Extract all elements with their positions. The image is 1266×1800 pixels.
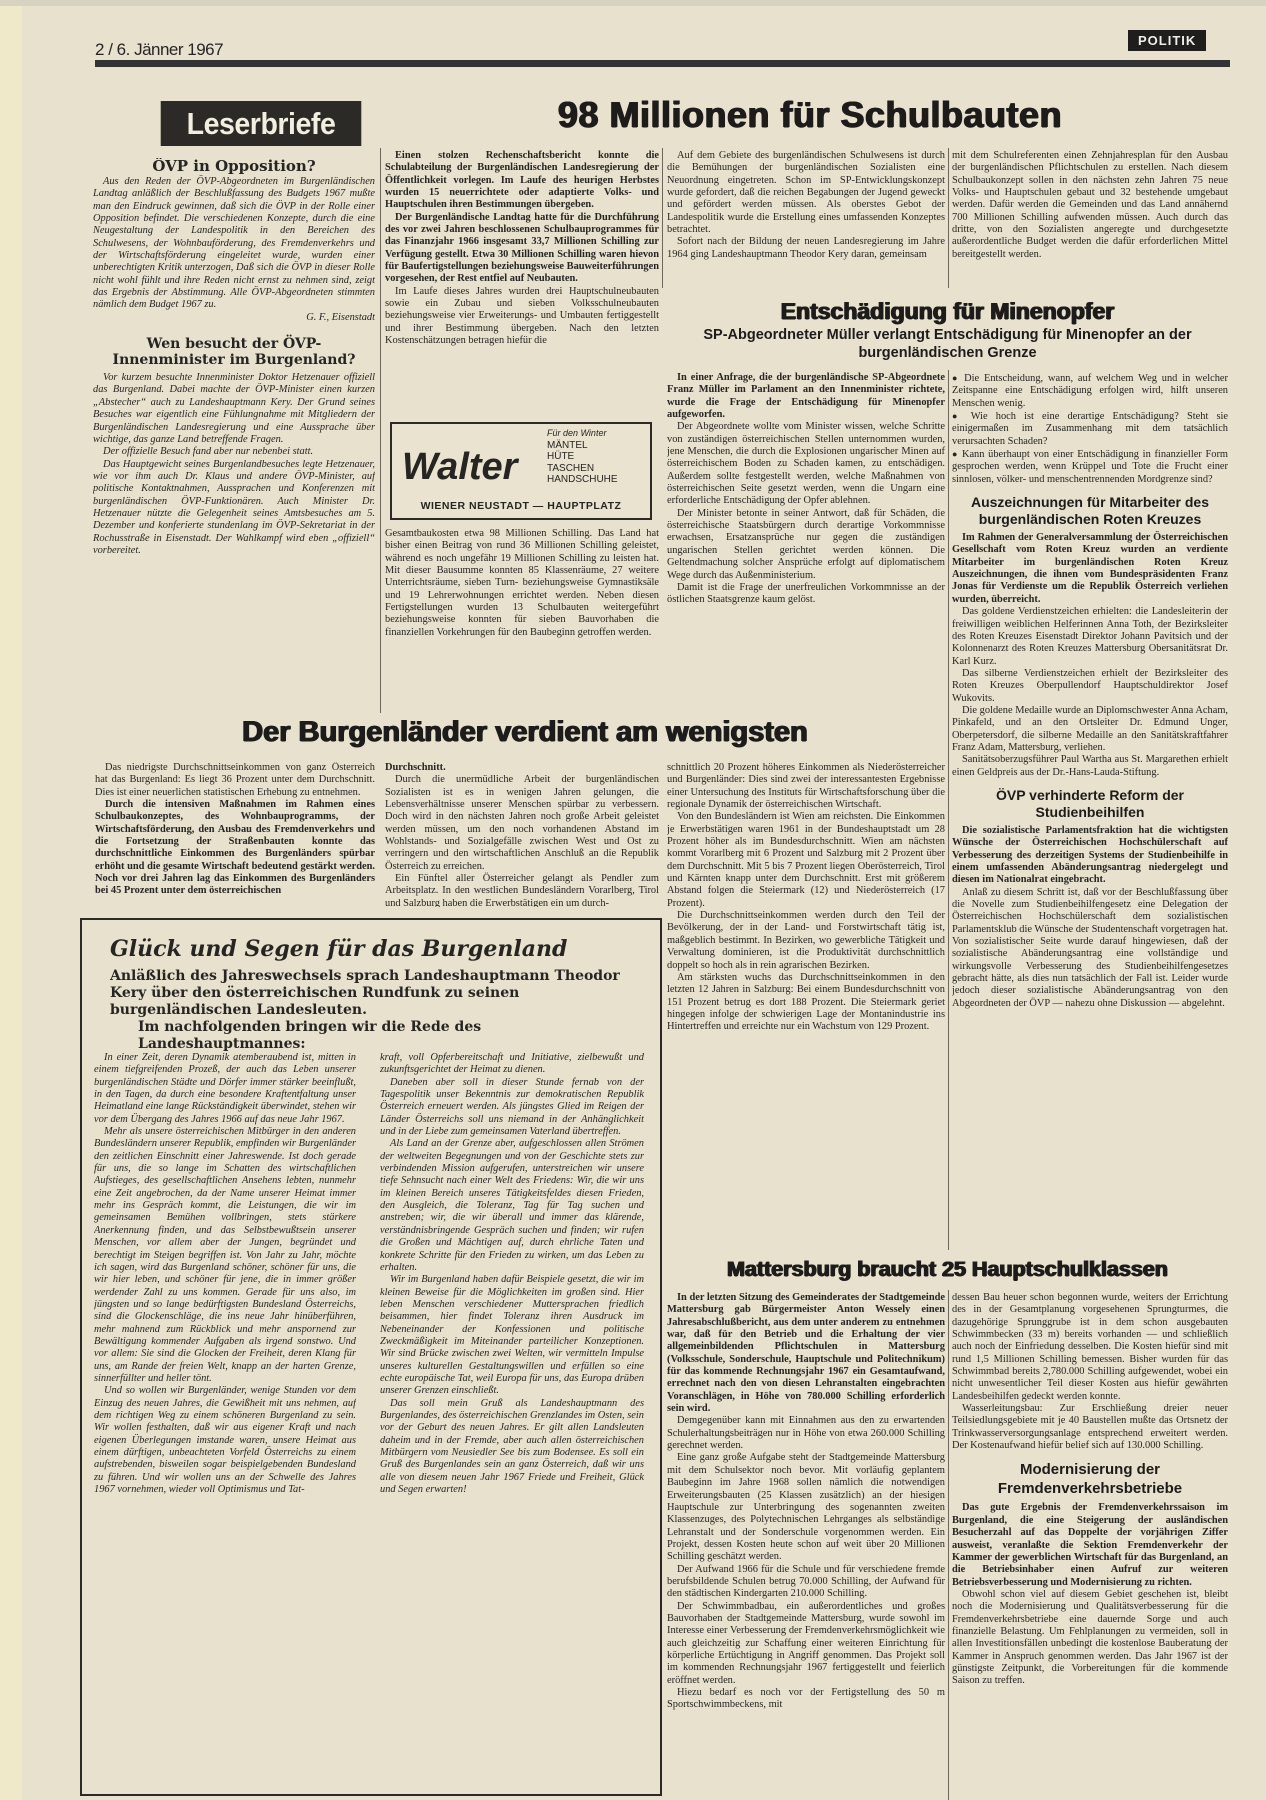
headline-minenopfer: Entschädigung für Minenopfer bbox=[780, 298, 1115, 324]
bullet-point: ● Die Entscheidung, wann, auf welchem Weg und in welcher Zeitspanne eine Entschädigung erfolgen wird, hilft unseren Menschen wenig. bbox=[952, 372, 1228, 410]
headline-rede: Glück und Segen für das Burgenland bbox=[110, 936, 568, 962]
speech-paragraph: Als Land an der Grenze aber, aufgeschlossen allen Strömen der weltweiten Begegnungen und von der Geschichte stets zur verbindenden Mission aufgerufen, unterstreichen wir unsere tiefe Sehnsucht nach einer Welt des Friedens: Wir, die wir uns im kleinen Bereich unseres Tätigkeitsfeldes diesen Frieden, den Ausgleich, die Toleranz, Tag für Tag suchen und anstreben; wir, die wir überall und immer das klärende, verständnisbringende Gespräch suchen und finden; wir rufen die Großen und Mächtigen auf, durch ehrliche Taten und konkrete Schritte für den Frieden zu wirken, um das Leben zu erhalten. bbox=[380, 1138, 644, 1273]
article-paragraph: Auf dem Gebiete des burgenländischen Schulwesens ist durch die Bemühungen der burgenländischen Sozialisten eine Neuordnung eingetreten. Schon im SP-Entwicklungskonzept wurde gefordert, daß die reichen Begabungen der Jugend geweckt und gefördert werden müssen. Als oberstes Gebot der Landespolitik wurde die Erstellung eines umfassenden Konzeptes betrachtet. bbox=[667, 150, 945, 236]
schulbauten-column-1 bbox=[385, 150, 659, 418]
separator: / bbox=[108, 40, 113, 59]
ad-items bbox=[547, 428, 618, 486]
headline-studienbeihilfen: ÖVP verhinderte Reform der Studienbeihilfen bbox=[995, 786, 1185, 820]
minenopfer-header bbox=[667, 296, 1228, 362]
schulbauten-column-3 bbox=[952, 150, 1228, 292]
article-paragraph: Der Schwimmbadbau, ein außerordentliches und großes Bauvorhaben der Stadtgemeinde Mattersburg, wurde sowohl im Interesse einer Verbesserung der Fremdenverkehrsmöglichkeit wie auch gleichzeitig zur Schaffung einer weiteren Einrichtung für körperliche Ertüchtigung in Angriff genommen. Das Projekt soll im kommenden Rechnungsjahr 1967 fertiggestellt und feierlich eröffnet werden. bbox=[667, 1600, 945, 1686]
right-column-flow bbox=[952, 372, 1228, 1250]
rede-column-1 bbox=[94, 1052, 356, 1788]
ad-address: WIENER NEUSTADT — HAUPTPLATZ bbox=[420, 500, 622, 512]
page-header-date bbox=[95, 40, 223, 60]
column-rule bbox=[380, 148, 381, 713]
issue-date: 6. Jänner 1967 bbox=[116, 40, 224, 59]
article-paragraph: Im Laufe dieses Jahres wurden drei Hauptschulneubauten sowie ein Zubau und sieben Volksschulneubauten beziehungsweise vier Erweiterungs- und Umbauten fertiggestellt und ihrer Bestimmung übergeben. Nach den letzten Kostenschätzungen betragen hiefür die bbox=[385, 285, 659, 347]
letter-title: ÖVP in Opposition? bbox=[152, 158, 316, 175]
article-paragraph: Das gute Ergebnis der Fremdenverkehrssaison im Burgenland, die eine Steigerung der ausländischen Besucherzahl auf das Doppelte der vorjährigen Ziffer ausweist, veranlaßte die Sektion Fremdenverkehr der Kammer der gewerblichen Wirtschaft für das Burgenland, an die Betriebsinhaber einen Aufruf zur weiteren Betriebsverbesserung und Modernisierung zu richten. bbox=[952, 1502, 1228, 1588]
article-paragraph: Eine ganz große Aufgabe steht der Stadtgemeinde Mattersburg mit dem Schulsektor noch bevor. Mit vorläufig geplantem Baubeginn im Jahre 1968 sollen nämlich die notwendigen Erweiterungsbauten (25 Klassen zusätzlich) an der hiesigen Hauptschule zur Unterbringung des sogenannten zweiten Klassenzuges, des Polytechnischen Lehrganges als selbständige Lehranstalt und der Sonderschule vorgenommen werden. Ein Projekt, dessen Kosten heute schon auf weit über 20 Millionen Schilling geschätzt werden. bbox=[667, 1452, 945, 1563]
ad-item: TASCHEN bbox=[547, 462, 595, 474]
article-paragraph: Durch die unermüdliche Arbeit der burgenländischen Sozialisten ist es in wenigen Jahren gelungen, die Lebensverhältnisse unserer Menschen spürbar zu verbessern. Doch wird in den nächsten Jahren noch große Arbeit geleistet werden müssen, um den noch vorhandenen Abstand im Wohlstands- und Sozialgefälle zwischen West und Ost zu verringern und den wirtschaftlichen Anschluß an die Republik Österreich zu erreichen. bbox=[385, 774, 659, 872]
article-paragraph: Gesamtbaukosten etwa 98 Millionen Schilling. Das Land hat bisher einen Beitrag von rund 36 Millionen Schilling geleistet, während es noch ungefähr 19 Millionen Schilling zu leisten hat. Mit dieser Bausumme konnten 85 Klassenräume, 27 weitere Unterrichtsräume, sieben Turn- beziehungsweise Gymnastiksäle und 19 Lehrerwohnungen errichtet werden. Neben diesen Fertigstellungen wurden 13 Schulbauten weitergeführt beziehungsweise konnten für sieben Bauvorhaben die finanziellen Vorkehrungen für den Baubeginn getroffen werden. bbox=[385, 528, 659, 638]
article-paragraph: Der Burgenländische Landtag hatte für die Durchführung des vor zwei Jahren beschlossenen Schulbauprogrammes für das Finanzjahr 1966 insgesamt 33,7 Millionen Schilling zur Verfügung gestellt. Etwa 30 Millionen Schilling waren hievon für Baufertigstellungen beziehungsweise Bauweiterführungen vorgesehen, der Rest entfiel auf Neubauten. bbox=[385, 211, 659, 285]
speech-paragraph: In einer Zeit, deren Dynamik atemberaubend ist, mitten in einem tiefgreifenden Prozeß, der auch das Leben unserer burgenländischen Städte und Dörfer immer stärker beeinflußt, in den Tagen, da durch eine besondere Kraftentfaltung unser Heimatland eine lange Rückständigkeit überwindet, stehen wir vor dem Übergang des Jahres 1966 auf das neue Jahr 1967. bbox=[94, 1052, 356, 1125]
article-paragraph: Der Abgeordnete wollte vom Minister wissen, welche Schritte von zuständigen österreichischen Stellen unternommen wurden, jene Menschen, die durch die Explosionen ungarischer Minen auf österreichischem Boden zu Schaden kamen, zu entschädigen. Außerdem sollte festgestellt werden, welche Maßnahmen von österreichischen Seite gesetzt werden, wenn die Ungarn eine erforderliche Entschädigung der Opfer ablehnen. bbox=[667, 421, 945, 507]
schulbauten-column-2 bbox=[667, 150, 945, 292]
article-paragraph: In der letzten Sitzung des Gemeinderates der Stadtgemeinde Mattersburg gab Bürgermeister Anton Wessely einen Jahresabschlußbericht, aus dem unter anderem zu entnehmen war, daß für den Betrieb und die Erhaltung der vier allgemeinbildenden Pflichtschulen in Mattersburg (Volksschule, Sonderschule, Hauptschule und Politechnikum) für das kommende Rechnungsjahr 1967 ein Gesamtaufwand, errechnet nach den von diesen Lehranstalten eingebrachten Voranschlägen, in Höhe von 780.000 Schilling erforderlich sein wird. bbox=[667, 1292, 945, 1415]
bullet-point: ● Kann überhaupt von einer Entschädigung in finanzieller Form gesprochen werden, wenn Krüppel und Tote die Frucht einer sinnlosen, völker- und menschentrennenden Mordgrenze sind? bbox=[952, 448, 1228, 486]
article-paragraph: Durchschnitt. bbox=[385, 762, 446, 773]
headline-schulbauten: 98 Millionen für Schulbauten bbox=[557, 94, 1063, 135]
letter-text: Aus den Reden der ÖVP-Abgeordneten im Burgenländischen Landtag anläßlich der Beschlußfassung des Budgets 1967 mußte man den Eindruck gewinnen, daß sich die ÖVP in der Rolle einer Opposition befindet. Die verschiedenen Konzepte, durch die eine Neugestaltung der Landespolitik in den Bereichen des Schulwesens, der Wohnbauförderung, des Fremdenverkehrs und der Wirtschaftsförderung eingeleitet wurde, wurden einer unberechtigten Kritik unterzogen, Daß sich die ÖVP in dieser Rolle nicht wohl fühlt und ihre Reden nicht ernst zu nehmen sind, zeigt das Ergebnis der Abstimmung. Alle ÖVP-Abgeordneten stimmten nämlich dem Budget 1967 zu. bbox=[93, 176, 375, 311]
einkommen-column-1 bbox=[95, 762, 375, 907]
letter-paragraph: Der offizielle Besuch fand aber nur nebenbei statt. bbox=[103, 446, 314, 458]
rede-intro-2: Im nachfolgenden bringen wir die Rede des Landeshauptmannes: bbox=[138, 1019, 482, 1052]
article-paragraph: Einen stolzen Rechenschaftsbericht konnte die Schulabteilung der Burgenländischen Landesregierung der Öffentlichkeit vorlegen. Im Laufe des heurigen Herbstes wurden 15 neuerrichtete oder adaptierte Volks- und Hauptschulen ihren Bestimmungen übergeben. bbox=[385, 150, 659, 211]
speech-paragraph: Daneben aber soll in dieser Stunde fernab von der Tagespolitik unser Bekenntnis zur demokratischen Republik Österreich erneuert werden. Als jüngstes Glied im Reigen der Länder Österreichs soll uns niemand in der Anhänglichkeit und in der Liebe zum gemeinsamen Vaterland übertreffen. bbox=[380, 1076, 644, 1138]
article-paragraph: Anlaß zu diesem Schritt ist, daß vor der Beschlußfassung über die Novelle zum Studienbeihilfengesetz eine Delegation der Österreichischen Hochschülerschaft dem sozialistischen Parlamentsklub die Wünsche der Studentenschaft vorgetragen hat. Von sozialistischer Seite wurde darauf hingewiesen, daß der sozialistische Abänderungsantrag eine vollständige und wirkungsvolle Verbesserung des Studienbeihilfengesetzes gebracht hätte, als dies nun tatsächlich der Fall ist. Leider wurde jedoch dieser sozialistische Abänderungsantrag von den Abgeordneten der ÖVP — nahezu ohne Diskussion — abgelehnt. bbox=[952, 886, 1228, 1009]
article-paragraph: Demgegenüber kann mit Einnahmen aus den zu erwartenden Schulerhaltungsbeiträgen nur in Höhe von etwa 260.000 Schilling gerechnet werden. bbox=[667, 1415, 945, 1452]
ad-tagline: Für den Winter bbox=[547, 428, 607, 438]
article-paragraph: Das goldene Verdienstzeichen erhielten: die Landesleiterin der freiwilligen weiblichen Helferinnen Anna Toth, der Bezirksleiter des Roten Kreuzes Eisenstadt Direktor Johann Pavitsich und der Kolonnenarzt des Roten Kreuzes Mattersburg Obersanitätsrat Dr. Karl Kurz. bbox=[952, 606, 1228, 667]
letter-signature: G. F., Eisenstadt bbox=[306, 311, 375, 323]
schulbauten-column-1b bbox=[385, 528, 659, 713]
walter-advertisement bbox=[390, 422, 652, 520]
einkommen-column-2 bbox=[385, 762, 659, 907]
article-paragraph: Die Durchschnittseinkommen werden durch den Teil der Bevölkerung, der in der Land- und Forstwirtschaft tätig ist, maßgeblich bestimmt. In Bezirken, wo gewerbliche Tätigkeit und Verwaltung dominieren, ist die Produktivität durchschnittlich doppelt so hoch als in rein agrarischen Bezirken. bbox=[667, 910, 945, 971]
article-paragraph: Das silberne Verdienstzeichen erhielt der Bezirksleiter des Roten Kreuzes Oberpullendorf Hauptschuldirektor Josef Wukovits. bbox=[952, 667, 1228, 704]
subhead-minenopfer: SP-Abgeordneter Müller verlangt Entschädigung für Minenopfer an der burgenländischen Grenze bbox=[703, 327, 1192, 361]
headline-mattersburg: Mattersburg braucht 25 Hauptschulklassen bbox=[727, 1257, 1168, 1281]
article-paragraph: Wasserleitungsbau: Zur Erschließung dreier neuer Teilsiedlungsgebiete mit je 40 Baustellen mußte das Ortsnetz der Trinkwasserversorgungsanlage entsprechend erweitert werden. Der Kostenaufwand hiefür belief sich auf 130.000 Schilling. bbox=[952, 1403, 1228, 1452]
fremdenverkehr-column bbox=[952, 1502, 1228, 1687]
article-paragraph: mit dem Schulreferenten einen Zehnjahresplan für den Ausbau der burgenländischen Pflichtschulen zu erstellen. Nach diesem Schulbaukonzept sollen in den nächsten zehn Jahren 75 neue Volks- und Hauptschulen gebaut und 32 bestehende umgebaut werden. Dafür werden die Gemeinden und das Land annähernd 700 Millionen Schilling aufwenden müssen. Auch durch das dritte, von den Sozialisten angeregte und durchgesetzte außerordentliche Budget werden die dafür erforderlichen Mittel bereitgestellt werden. bbox=[952, 150, 1228, 260]
ad-item: MÄNTEL bbox=[547, 439, 588, 451]
article-paragraph: Die goldene Medaille wurde an Diplomschwester Anna Acham, Pinkafeld, und an den Ortsleiter Dr. Edmund Unger, Oberpetersdorf, die silberne Medaille an den Sanitätskraftfahrer Franz Adam, Mattersburg, verliehen. bbox=[952, 704, 1228, 753]
column-rule bbox=[948, 370, 949, 1250]
article-paragraph: Das niedrigste Durchschnittseinkommen von ganz Österreich hat das Burgenland: Es liegt 36 Prozent unter dem Durchschnitt. Dies ist einer neuerlichen statistischen Erhebung zu entnehmen. bbox=[95, 762, 375, 798]
page-edge bbox=[0, 0, 22, 1800]
section-badge: POLITIK bbox=[1128, 30, 1206, 51]
right-column-flow-bottom bbox=[952, 1292, 1228, 1800]
studienbeihilfen-column bbox=[952, 825, 1228, 1010]
article-paragraph: Obwohl schon viel auf diesem Gebiet geschehen ist, bleibt noch die Modernisierung und Qualitätsverbesserung für die Fremdenverkehrsbetriebe eine dauernde Sorge und auch finanzielle Belastung. Um Fehlplanungen zu vermeiden, soll in allen Investitionsfällen unbedingt die kostenlose Bauberatung der Kammer in Anspruch genommen werden. Das Jahr 1967 ist der günstigste Zeitpunkt, die Vorbereitungen für die kommende Saison zu treffen. bbox=[952, 1588, 1228, 1687]
article-paragraph: Die sozialistische Parlamentsfraktion hat die wichtigsten Wünsche der Österreichischen Hochschülerschaft auf Verbesserung des derzeitigen Systems der Studienbeihilfe in einem umfassenden Abänderungsantrag niedergelegt und diesen im Nationalrat eingebracht. bbox=[952, 824, 1228, 886]
ad-item: HÜTE bbox=[547, 451, 575, 462]
rede-box bbox=[80, 918, 662, 1796]
scan-top-edge bbox=[0, 0, 1266, 6]
speech-paragraph: Das soll mein Gruß als Landeshauptmann des Burgenlandes, des österreichischen Grenzlandes im Osten, sein vor der Geburt des neuen Jahres. Er gilt allen Landsleuten daheim und in der Fremde, aber auch allen österreichischen Mitbürgern vom Neusiedler See bis zum Bodensee. Es soll ein Gruß des Burgenlandes sein an ganz Österreich, daß wir uns alle von diesem neuen Jahr 1967 Friede und Freiheit, Glück und Segen erwarten! bbox=[380, 1397, 644, 1496]
speech-paragraph: Wir im Burgenland haben dafür Beispiele gesetzt, die wir im kleinen Beweise für die Möglichkeiten im großen sind. Hier leben Menschen verschiedener Muttersprachen friedlich beisammen, hier findet Toleranz ihren Ausdruck im Nebeneinander der Konfessionen und politische Zweckmäßigkeit im Miteinander parteilicher Konzeptionen. Wir sind Brücke zwischen zwei Welten, wir vermitteln Impulse unseres kulturellen Gestaltungswillen und erfüllen so eine echte europäische Tat, weil Europa für uns, das Europa drüben unserer Grenzen einschließt. bbox=[380, 1274, 644, 1397]
speech-paragraph: Mehr als unsere österreichischen Mitbürger in den anderen Bundesländern unserer Republik, empfinden wir Burgenländer den zeitlichen Einschnitt einer Jahreswende. Ist doch gerade für uns, die so lange im Schatten des wirtschaftlichen Aufstieges, des gesellschaftlichen Ansehens lebten, nunmehr eine Zeit angebrochen, da der Name unserer Heimat immer mehr ins Gespräch kommt, die Leistungen, die wir im gemeinsamen Bemühen vollbringen, stets stärkere Anerkennung finden, und das Selbstbewußtsein unserer Menschen, vor allem aber der Jungen, begründet und berechtigt im Steigen begriffen ist. Von Jahr zu Jahr, möchte ich sagen, wird das Burgenland schöner, schöner für uns, die wir hier leben, und schöner für jene, die in immer größer werdender Zahl zu uns kommen. Gerade für uns also, im jüngsten und so lange bedürftigsten Bundesland Österreichs, sind die Glockenschläge, die ins neue Jahr hinüberführen, mehr mahnend zum Rückblick und mehr anspornend zur Bewältigung kommender Aufgaben als irgend sonstwo. Und vor allem: Sie sind die Glocken der Freiheit, deren Klang für uns, am Rande der freien Welt, knapp an der harten Grenze, sinnerfüllter und heller tönt. bbox=[94, 1126, 356, 1384]
mattersburg-column-1 bbox=[667, 1292, 945, 1800]
rede-header bbox=[110, 934, 645, 1053]
article-paragraph: In einer Anfrage, die der burgenländische SP-Abgeordnete Franz Müller im Parlament an den Innenminister richtete, wurde die Frage der Entschädigung für Minenopfer aufgeworfen. bbox=[667, 372, 945, 421]
page-number: 2 bbox=[95, 40, 104, 59]
article-paragraph: Im Rahmen der Generalversammlung der Österreichischen Gesellschaft vom Roten Kreuz wurden an verdiente Mitarbeiter im burgenländischen Roten Kreuz Auszeichnungen, die ihnen vom Bundespräsidenten Franz Jonas für Verdienste um die Republik Österreich verliehen wurden, überreicht. bbox=[952, 532, 1228, 605]
article-paragraph: Hiezu bedarf es noch vor der Fertigstellung des 50 m Sportschwimmbeckens, mit bbox=[667, 1687, 945, 1711]
header-rule bbox=[95, 60, 1230, 67]
bullet-point: ● Wie hoch ist eine derartige Entschädigung? Steht sie einigermaßen im Zusammenhang mit dem tatsächlich verursachten Schaden? bbox=[952, 410, 1228, 448]
speech-paragraph: kraft, voll Opferbereitschaft und Initiative, zielbewußt und zukunftsgerichtet der Heimat zu dienen. bbox=[380, 1052, 644, 1076]
article-paragraph: Der Minister betonte in seiner Antwort, daß für Schäden, die österreichische Staatsbürgern durch derartige Vorkommnisse erwachsen, Ersatzansprüche nur gegen die zuständigen ungarischen Stellen gerichtet werden können. Die Geltendmachung solcher Ansprüche erfolgt auf diplomatischem Wege durch das Außenministerium. bbox=[667, 507, 945, 581]
article-paragraph: Durch die intensiven Maßnahmen im Rahmen eines Schulbaukonzeptes, des Wohnbauprogramms, der Wirtschaftsförderung, den Ausbau des Fremdenverkehrs und die Fortsetzung der Straßenbauten konnte das durchschnittliche Einkommen des Burgenländers spürbar erhöht und die gesamte Wirtschaft bedeutend gestärkt werden. Noch vor drei Jahren lag das Einkommen des Burgenländers bei 45 Prozent unter dem österreichischen bbox=[95, 799, 375, 897]
article-paragraph: schnittlich 20 Prozent höheres Einkommen als Niederösterreicher und Burgenländer: Dies sind zwei der interessantesten Ergebnisse einer Untersuchung des Instituts für Wirtschaftsforschung über die regionale Dynamik der österreichischen Wirtschaft. bbox=[667, 762, 945, 811]
headline-einkommen: Der Burgenländer verdient am wenigsten bbox=[242, 716, 808, 748]
headline-fremdenverkehr: Modernisierung der Fremdenverkehrsbetriebe bbox=[997, 1461, 1183, 1498]
article-paragraph: Von den Bundesländern ist Wien am reichsten. Die Einkommen je Erwerbstätigen waren 1961 in der Bundeshauptstadt um 28 Prozent höher als im Bundesdurchschnitt. Wien am nächsten kommt Vorarlberg mit 6 Prozent und Salzburg mit 2 Prozent über dem Durchschnitt. Mit 5 bis 7 Prozent liegen Oberösterreich, Tirol und Kärnten knapp unter dem Durchschnitt. Erst mit größerem Abstand folgen die Steiermark (12) und Niederösterreich (17 Prozent). bbox=[667, 811, 945, 909]
minenopfer-column-2 bbox=[952, 372, 1228, 486]
column-rule bbox=[948, 148, 949, 288]
headline-rotkreuz: Auszeichnungen für Mitarbeiter des burgenländischen Roten Kreuzes bbox=[970, 494, 1210, 528]
column-rule bbox=[948, 1290, 949, 1800]
ad-item: HANDSCHUHE bbox=[547, 474, 618, 485]
rotkreuz-column bbox=[952, 532, 1228, 779]
rede-intro: Anläßlich des Jahreswechsels sprach Landeshauptmann Theodor Kery über den österreichischen Rundfunk zu seinen burgenländischen Landesleuten. bbox=[110, 968, 620, 1018]
article-paragraph: Der Aufwand 1966 für die Schule und für verschiedene fremde berufsbildende Schulen betrug 70.000 Schilling, der Aufwand für den städtischen Kindergarten 210.000 Schilling. bbox=[667, 1563, 945, 1600]
letter-paragraph: Das Hauptgewicht seines Burgenlandbesuches legte Hetzenauer, wie vor ihm auch Dr. Klaus und andere ÖVP-Minister, auf politische Kontaktnahmen, Aussprachen und Konferenzen mit burgenländischen ÖVP-Funktionären. Auch Minister Dr. Hetzenauer nützte die Gelegenheit seines Amtsbesuches am 5. Dezember und konferierte stundenlang im ÖVP-Sekretariat in der Rochusstraße in Eisenstadt. Der Wahlkampf wird eben „offiziell“ vorbereitet. bbox=[93, 458, 375, 556]
einkommen-column-3 bbox=[667, 762, 945, 1250]
ad-brand: Walter bbox=[402, 446, 518, 488]
column-rule bbox=[662, 148, 663, 288]
minenopfer-column-1 bbox=[667, 372, 945, 712]
mattersburg-column-2 bbox=[952, 1292, 1228, 1452]
leserbriefe-badge: Leserbriefe bbox=[161, 101, 362, 146]
article-paragraph: Sofort nach der Bildung der neuen Landesregierung im Jahre 1964 ging Landeshauptmann Theodor Kery daran, gemeinsam bbox=[667, 236, 945, 260]
article-paragraph: Sanitätsoberzugsführer Paul Wartha aus St. Margarethen erhielt einen Geldpreis aus der Dr.-Hans-Lauda-Stiftung. bbox=[952, 754, 1228, 778]
speech-paragraph: Und so wollen wir Burgenländer, wenige Stunden vor dem Einzug des neuen Jahres, die Gewißheit mit uns nehmen, auf dem richtigen Weg zu einem schöneren Burgenland zu sein. Wir wollen festhalten, daß wir aus eigener Kraft und nach eigenen Überlegungen imstande waren, unsere Heimat aus einem dürftigen, unbeachteten Vorfeld Österreichs zu einem aufstrebenden, bisweilen sogar beispielgebenden Bundesland zu führen. Und wir wollen uns an der Schwelle des Jahres 1967 vornehmen, wieder voll Optimismus und Tat- bbox=[94, 1385, 356, 1496]
article-paragraph: Am stärksten wuchs das Durchschnittseinkommen in den letzten 12 Jahren in Salzburg: Bei einem Bundesdurchschnitt von 151 Prozent betrug es dort 188 Prozent. Die Steiermark geriet hingegen infolge der schwierigen Lage der Montanindustrie ins Hintertreffen und erreichte nur ein Wachstum von 129 Prozent. bbox=[667, 971, 945, 1033]
letter-paragraph: Vor kurzem besuchte Innenminister Doktor Hetzenauer offiziell das Burgenland. Dabei machte der ÖVP-Minister einen kurzen „Abstecher“ auch zu Landeshauptmann Kery. Der Grund seines Besuches war eigentlich eine Fühlungnahme mit Mitgliedern der Burgenländischen Landesregierung und eine Aussprache über wichtige, das ganze Land betreffende Fragen. bbox=[93, 372, 375, 445]
article-paragraph: Damit ist die Frage der unerfreulichen Vorkommnisse an der östlichen Staatsgrenze kaum gelöst. bbox=[667, 581, 945, 606]
rede-column-2 bbox=[380, 1052, 644, 1788]
article-paragraph: Ein Fünftel aller Österreicher gelangt als Pendler zum Arbeitsplatz. In den westlichen Bundesländern Vorarlberg, Tirol und Salzburg haben die Erwerbstätigen ein um durch- bbox=[385, 873, 659, 907]
letter-title: Wen besucht der ÖVP-Innenminister im Burgenland? bbox=[112, 336, 356, 369]
article-paragraph: dessen Bau heuer schon begonnen wurde, weiters der Errichtung des in der Gesamtplanung vorgesehenen Sprungturmes, die dazugehörige Sprunggrube ist in dem schon ausgebauten Schwimmbecken (33 m) bereits vorhanden — und schließlich auch noch der Einfriedung desselben. Die Kosten hiefür sind mit rund 1,5 Millionen Schilling bemessen. Bisher wurden für das Schwimmbad bereits 2,780.000 Schilling aufgewendet, wobei ein nicht unwesentlicher Teil dieser Kosten aus hiefür gewährten Landesbeihilfen gedeckt werden konnte. bbox=[952, 1292, 1228, 1402]
